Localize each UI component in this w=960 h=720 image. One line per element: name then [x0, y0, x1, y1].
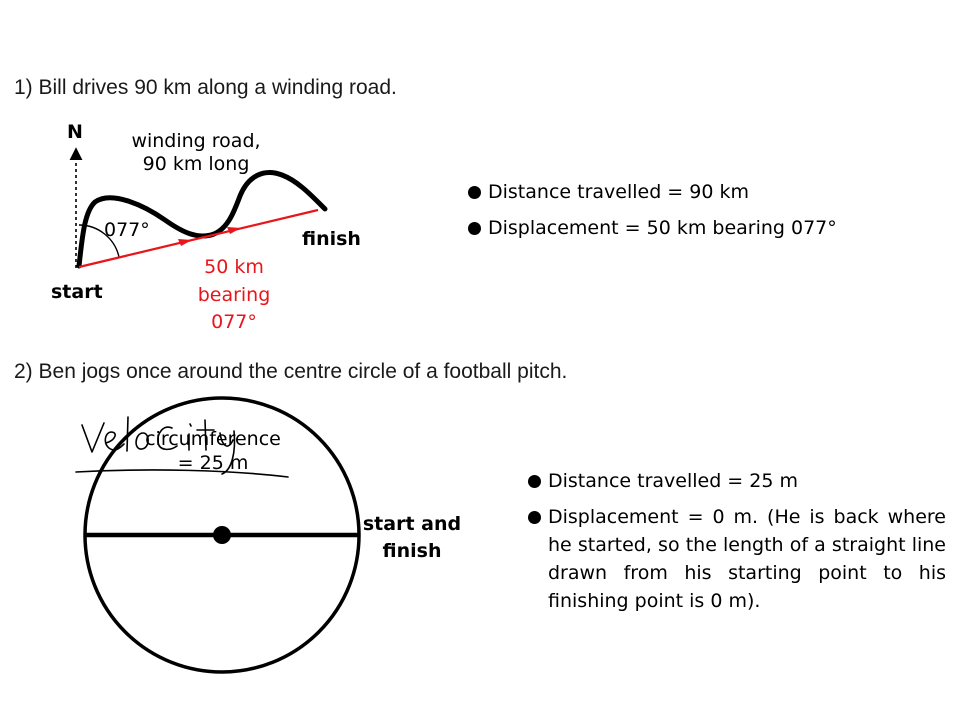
list-item — [526, 503, 946, 615]
circumference-label — [118, 428, 308, 476]
circumference-label-line-1: circumference — [145, 428, 281, 450]
bullet-text: Displacement = 50 km bearing 077° — [488, 217, 837, 239]
displacement-label-line-2: bearing — [197, 283, 271, 306]
question-1-bullets — [466, 178, 837, 242]
road-label-line-2: 90 km long — [142, 152, 250, 175]
finish-label: finish — [302, 228, 361, 250]
road-label — [112, 130, 280, 176]
start-finish-label — [356, 511, 468, 564]
start-label: start — [51, 281, 103, 303]
bullet-text: Distance travelled = 90 km — [488, 181, 749, 203]
question-2-title: 2) Ben jogs once around the centre circle of a football pitch. — [14, 360, 568, 383]
bullet-dot-icon — [528, 475, 541, 488]
list-item — [466, 214, 837, 242]
bullet-dot-icon — [528, 511, 541, 524]
centre-spot — [213, 526, 231, 544]
bullet-dot-icon — [468, 222, 481, 235]
displacement-arrow-head-2 — [227, 227, 241, 234]
displacement-label-line-1: 50 km — [204, 256, 264, 278]
bullet-text: Displacement = 0 m. (He is back where he started, so the length of a straight line drawn from his starting point to his finishing point is 0 m). — [548, 506, 946, 612]
circumference-label-line-2: = 25 m — [177, 451, 249, 474]
bullet-text: Distance travelled = 25 m — [548, 470, 798, 492]
angle-label: 077° — [104, 219, 150, 241]
question-1-title: 1) Bill drives 90 km along a winding road. — [14, 76, 397, 99]
road-label-line-1: winding road, — [131, 130, 261, 152]
displacement-label — [184, 254, 284, 337]
start-finish-label-line-2: finish — [382, 539, 442, 562]
list-item — [526, 467, 946, 495]
start-finish-label-line-1: start and — [362, 513, 462, 535]
north-label: N — [67, 121, 83, 143]
question-2-bullets — [526, 467, 946, 615]
list-item — [466, 178, 837, 206]
displacement-arrow-head-1 — [178, 239, 192, 246]
displacement-label-line-3: 077° — [211, 311, 257, 334]
bullet-dot-icon — [468, 186, 481, 199]
